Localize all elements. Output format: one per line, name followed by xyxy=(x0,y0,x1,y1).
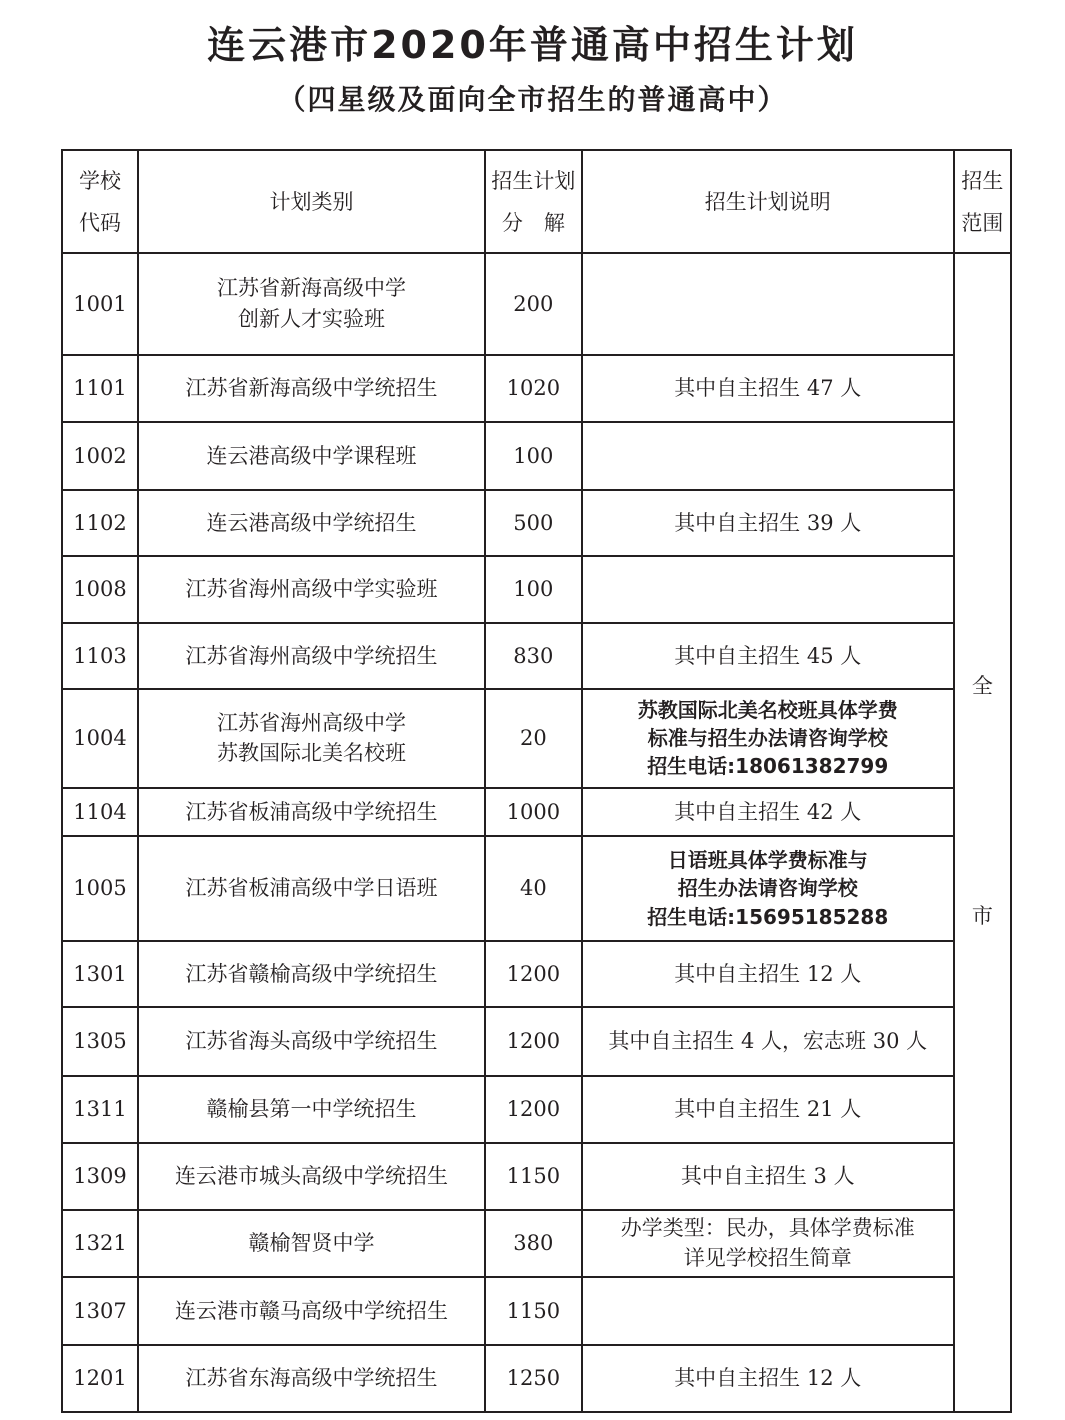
plan-category xyxy=(138,422,485,489)
table-row xyxy=(62,422,1011,489)
plan-note-line: 其中自主招生 45 人 xyxy=(674,643,862,668)
plan-category-line: 创新人才实验班 xyxy=(237,306,385,331)
school-code: 1103 xyxy=(62,623,138,689)
table-row xyxy=(62,1345,1011,1412)
plan-note-line: 办学类型：民办，具体学费标准 xyxy=(620,1215,915,1240)
plan-note-line: 其中自主招生 47 人 xyxy=(674,376,862,401)
plan-quota: 1250 xyxy=(485,1345,582,1412)
plan-category-line: 连云港市城头高级中学统招生 xyxy=(174,1164,448,1189)
page-subtitle: （四星级及面向全市招生的普通高中） xyxy=(277,83,788,116)
table-row xyxy=(62,1007,1011,1075)
plan-category-line: 连云港市赣马高级中学统招生 xyxy=(174,1298,448,1323)
plan-note-line: 其中自主招生 39 人 xyxy=(674,510,862,535)
plan-quota: 40 xyxy=(485,836,582,941)
plan-note-line: 招生电话:15695185288 xyxy=(647,904,889,929)
table-row xyxy=(62,1210,1011,1277)
plan-note-line: 其中自主招生 42 人 xyxy=(674,799,862,824)
plan-category-line: 连云港高级中学课程班 xyxy=(206,443,417,468)
plan-category xyxy=(138,490,485,556)
plan-category-line: 江苏省新海高级中学统招生 xyxy=(185,376,438,401)
plan-quota: 1150 xyxy=(485,1277,582,1345)
plan-category xyxy=(138,1076,485,1143)
plan-note-line: 招生办法请咨询学校 xyxy=(677,876,858,901)
plan-category xyxy=(138,689,485,788)
header-enrollment-scope: 招生 范围 xyxy=(954,150,1011,253)
plan-category xyxy=(138,1210,485,1277)
plan-category-line: 江苏省海州高级中学实验班 xyxy=(185,577,438,602)
plan-quota: 380 xyxy=(485,1210,582,1277)
table-row xyxy=(62,355,1011,422)
plan-category-line: 江苏省海州高级中学 xyxy=(216,710,406,735)
school-code: 1005 xyxy=(62,836,138,941)
header-school-code: 学校 代码 xyxy=(62,150,138,253)
table-row xyxy=(62,253,1011,355)
plan-note xyxy=(582,689,954,788)
school-code: 1321 xyxy=(62,1210,138,1277)
plan-category-line: 江苏省海州高级中学统招生 xyxy=(185,643,438,668)
plan-note-line: 标准与招生办法请咨询学校 xyxy=(647,726,888,751)
plan-note xyxy=(582,1076,954,1143)
plan-category-line: 江苏省板浦高级中学日语班 xyxy=(185,876,438,901)
plan-quota: 1020 xyxy=(485,355,582,422)
plan-category xyxy=(138,556,485,622)
enrollment-plan-table xyxy=(61,149,1012,1413)
plan-note xyxy=(582,253,954,355)
plan-note-line: 苏教国际北美名校班具体学费 xyxy=(637,697,898,722)
plan-quota: 100 xyxy=(485,422,582,489)
plan-note xyxy=(582,1007,954,1075)
school-code: 1104 xyxy=(62,788,138,836)
plan-quota: 830 xyxy=(485,623,582,689)
plan-category-line: 连云港高级中学统招生 xyxy=(206,510,417,535)
plan-note xyxy=(582,623,954,689)
header-plan-note: 招生计划说明 xyxy=(582,150,954,253)
plan-note xyxy=(582,836,954,941)
plan-category-line: 江苏省赣榆高级中学统招生 xyxy=(185,961,438,986)
plan-category-line: 江苏省东海高级中学统招生 xyxy=(185,1366,438,1391)
table-row xyxy=(62,1277,1011,1345)
plan-category xyxy=(138,788,485,836)
table-row xyxy=(62,836,1011,941)
school-code: 1201 xyxy=(62,1345,138,1412)
plan-category-line: 江苏省板浦高级中学统招生 xyxy=(185,799,438,824)
plan-quota: 1000 xyxy=(485,788,582,836)
school-code: 1307 xyxy=(62,1277,138,1345)
table-row xyxy=(62,1143,1011,1209)
plan-quota: 100 xyxy=(485,556,582,622)
plan-quota: 1200 xyxy=(485,1076,582,1143)
enrollment-scope xyxy=(954,253,1011,1412)
header-plan-quota: 招生计划 分 解 xyxy=(485,150,582,253)
plan-note xyxy=(582,1345,954,1412)
plan-category-line: 江苏省新海高级中学 xyxy=(216,276,406,301)
plan-note-line: 招生电话:18061382799 xyxy=(647,754,889,779)
plan-note-line: 其中自主招生 4 人，宏志班 30 人 xyxy=(608,1029,928,1054)
plan-quota: 1200 xyxy=(485,1007,582,1075)
table-row xyxy=(62,689,1011,788)
plan-note xyxy=(582,788,954,836)
plan-category xyxy=(138,1143,485,1209)
plan-note-line: 其中自主招生 12 人 xyxy=(674,961,862,986)
school-code: 1102 xyxy=(62,490,138,556)
plan-category xyxy=(138,355,485,422)
table-header-row xyxy=(62,150,1011,253)
plan-category-line: 苏教国际北美名校班 xyxy=(216,741,406,766)
school-code: 1101 xyxy=(62,355,138,422)
plan-note xyxy=(582,941,954,1007)
school-code: 1004 xyxy=(62,689,138,788)
table-row xyxy=(62,490,1011,556)
school-code: 1305 xyxy=(62,1007,138,1075)
plan-quota: 200 xyxy=(485,253,582,355)
plan-quota: 20 xyxy=(485,689,582,788)
school-code: 1001 xyxy=(62,253,138,355)
plan-quota: 1200 xyxy=(485,941,582,1007)
plan-category xyxy=(138,1345,485,1412)
school-code: 1311 xyxy=(62,1076,138,1143)
scope-char: 全 xyxy=(971,674,993,698)
table-row xyxy=(62,941,1011,1007)
table-row xyxy=(62,788,1011,836)
plan-quota: 500 xyxy=(485,490,582,556)
plan-note xyxy=(582,1143,954,1209)
plan-category xyxy=(138,623,485,689)
table-row xyxy=(62,1076,1011,1143)
plan-quota: 1150 xyxy=(485,1143,582,1209)
plan-note xyxy=(582,490,954,556)
plan-category xyxy=(138,253,485,355)
plan-note-line: 其中自主招生 21 人 xyxy=(674,1097,862,1122)
table-row xyxy=(62,623,1011,689)
plan-note-line: 其中自主招生 12 人 xyxy=(674,1366,862,1391)
scope-char: 市 xyxy=(971,904,993,928)
plan-category xyxy=(138,941,485,1007)
plan-note xyxy=(582,556,954,622)
header-plan-category: 计划类别 xyxy=(138,150,485,253)
school-code: 1008 xyxy=(62,556,138,622)
plan-note xyxy=(582,1210,954,1277)
plan-note-line: 日语班具体学费标准与 xyxy=(667,847,868,872)
table-row xyxy=(62,556,1011,622)
plan-category xyxy=(138,1007,485,1075)
plan-category-line: 赣榆县第一中学统招生 xyxy=(206,1097,417,1122)
plan-note xyxy=(582,1277,954,1345)
school-code: 1309 xyxy=(62,1143,138,1209)
page-title: 连云港市2020年普通高中招生计划 xyxy=(207,23,858,67)
plan-category xyxy=(138,1277,485,1345)
plan-note xyxy=(582,355,954,422)
school-code: 1301 xyxy=(62,941,138,1007)
plan-category-line: 赣榆智贤中学 xyxy=(248,1231,375,1255)
plan-note-line: 其中自主招生 3 人 xyxy=(680,1164,855,1189)
school-code: 1002 xyxy=(62,422,138,489)
plan-note-line: 详见学校招生简章 xyxy=(683,1246,852,1271)
plan-note xyxy=(582,422,954,489)
plan-category-line: 江苏省海头高级中学统招生 xyxy=(185,1029,438,1054)
plan-category xyxy=(138,836,485,941)
